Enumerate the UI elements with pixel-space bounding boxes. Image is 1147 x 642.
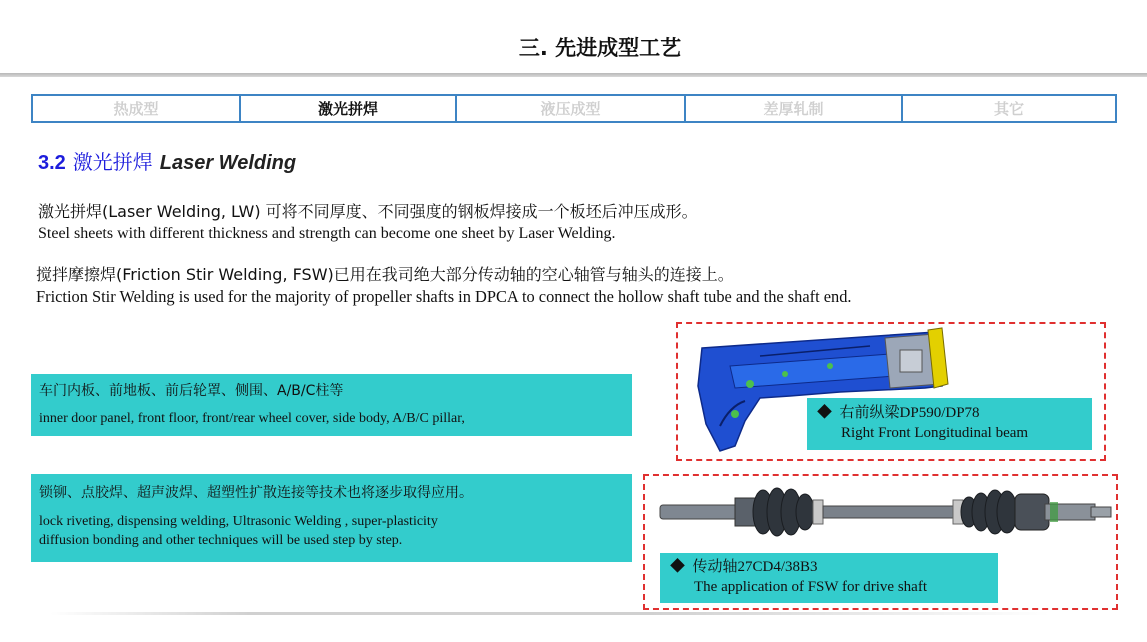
beam-caption	[807, 398, 1092, 450]
paragraph-laser-welding-cn: 激光拼焊(Laser Welding, LW) 可将不同厚度、不同强度的钢板焊接成一个板坯后冲压成形。	[38, 202, 698, 221]
title-divider	[0, 73, 1147, 77]
techniques-en-line2: diffusion bonding and other techniques will be used step by step.	[39, 533, 403, 548]
paragraph-fsw-cn: 搅拌摩擦焊(Friction Stir Welding, FSW)已用在我司绝大部分传动轴的空心轴管与轴头的连接上。	[36, 265, 734, 284]
shaft-caption-cn-line	[670, 557, 988, 577]
applications-en: inner door panel, front floor, front/rear wheel cover, side body, A/B/C pillar,	[39, 411, 465, 426]
beam-caption-cn-line	[817, 403, 1082, 423]
paragraph-laser-welding-en: Steel sheets with different thickness and strength can become one sheet by Laser Welding.	[38, 225, 616, 242]
paragraph-fsw	[36, 262, 852, 307]
paragraph-fsw-en: Friction Stir Welding is used for the majority of propeller shafts in DPCA to connect the hollow shaft tube and the shaft end.	[36, 287, 852, 306]
section-title-cn: 激光拼焊	[72, 150, 153, 174]
tab-tailor-rolling[interactable]: 差厚轧制	[686, 96, 903, 121]
beam-caption-en: Right Front Longitudinal beam	[841, 425, 1029, 441]
drive-shaft-image	[655, 478, 1115, 548]
techniques-en-line1: lock riveting, dispensing welding, Ultrasonic Welding , super-plasticity	[39, 514, 438, 529]
section-heading	[38, 146, 296, 175]
applications-cn: 车门内板、前地板、前后轮罩、侧围、A/B/C柱等	[39, 383, 344, 399]
paragraph-laser-welding	[38, 199, 698, 243]
techniques-box	[31, 474, 632, 562]
footer-divider	[50, 612, 1050, 615]
section-title-en: Laser Welding	[159, 152, 297, 174]
section-number: 3.2	[38, 152, 66, 174]
shaft-caption-cn: 传动轴27CD4/38B3	[692, 559, 818, 575]
tab-others[interactable]: 其它	[993, 100, 1024, 118]
tab-hydroforming[interactable]: 液压成型	[457, 96, 686, 121]
techniques-cn: 锁铆、点胶焊、超声波焊、超塑性扩散连接等技术也将逐步取得应用。	[39, 485, 473, 501]
shaft-caption-en: The application of FSW for drive shaft	[694, 579, 927, 595]
beam-caption-cn: 右前纵梁DP590/DP78	[839, 405, 980, 421]
tab-hot-forming[interactable]: 热成型	[33, 96, 241, 121]
tab-bar	[31, 94, 1117, 123]
shaft-caption	[660, 553, 998, 603]
page-title: 三. 先进成型工艺	[518, 36, 682, 60]
diamond-bullet-icon: ◆	[670, 559, 686, 575]
diamond-bullet-icon: ◆	[817, 405, 833, 421]
applications-box	[31, 374, 632, 436]
tab-laser-welding[interactable]: 激光拼焊	[241, 96, 457, 121]
